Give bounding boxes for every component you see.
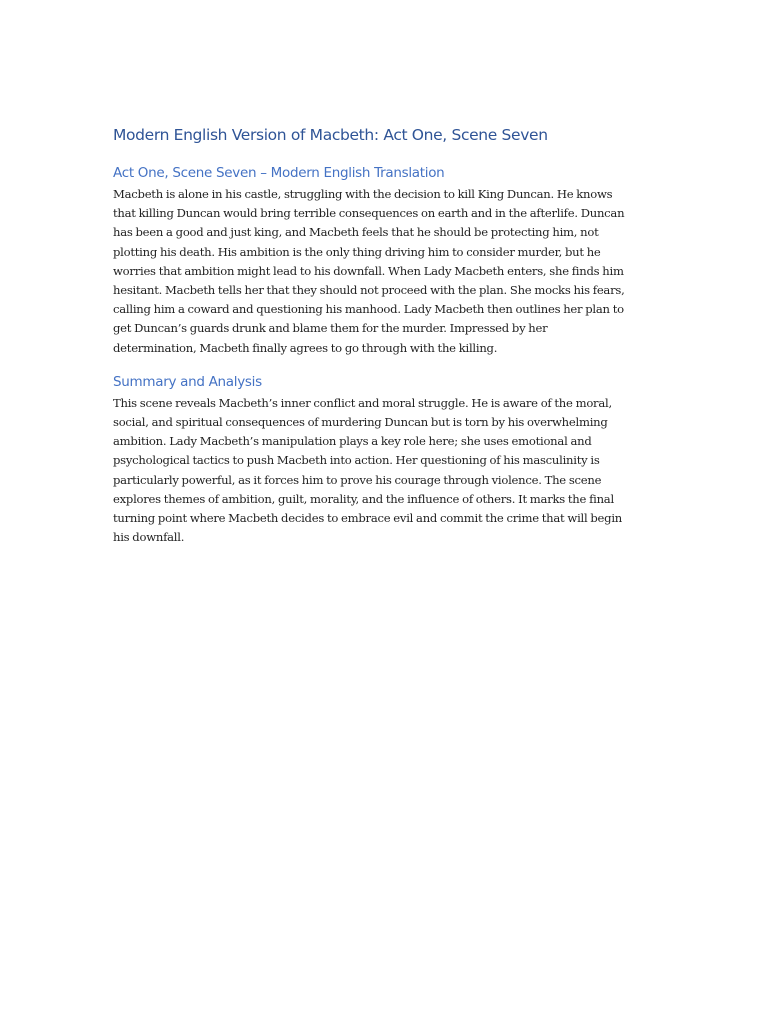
document-content	[113, 124, 653, 561]
section-heading: Act One, Scene Seven – Modern English Translation	[113, 165, 445, 181]
text-line: This scene reveals Macbeth’s inner conflict and moral struggle. He is aware of the moral,	[113, 395, 612, 410]
section-paragraph	[113, 185, 653, 358]
text-line: his downfall.	[113, 530, 185, 545]
document-title: Modern English Version of Macbeth: Act One, Scene Seven	[113, 126, 548, 144]
text-line: worries that ambition might lead to his downfall. When Lady Macbeth enters, she finds him	[113, 263, 624, 278]
text-line: get Duncan’s guards drunk and blame them for the murder. Impressed by her	[113, 321, 548, 336]
section-summary-and-analysis	[113, 372, 653, 548]
text-line: determination, Macbeth finally agrees to go through with the killing.	[113, 340, 498, 355]
text-line: turning point where Macbeth decides to embrace evil and commit the crime that will begin	[113, 511, 623, 526]
section-heading: Summary and Analysis	[113, 373, 262, 390]
text-line: social, and spiritual consequences of murdering Duncan but is torn by his overwhelming	[113, 415, 608, 430]
text-line: calling him a coward and questioning his manhood. Lady Macbeth then outlines her plan to	[113, 302, 624, 317]
text-line: Macbeth is alone in his castle, struggling with the decision to kill King Duncan. He knows	[113, 187, 613, 201]
text-line: psychological tactics to push Macbeth into action. Her questioning of his masculinity is	[113, 453, 600, 468]
text-line: that killing Duncan would bring terrible consequences on earth and in the afterlife. Duncan	[113, 206, 625, 221]
text-line: hesitant. Macbeth tells her that they should not proceed with the plan. She mocks his fears,	[113, 283, 625, 298]
section-modern-english-translation	[113, 163, 653, 358]
section-paragraph	[113, 394, 653, 548]
text-line: ambition. Lady Macbeth’s manipulation plays a key role here; she uses emotional and	[113, 434, 592, 449]
text-line: particularly powerful, as it forces him to prove his courage through violence. The scene	[113, 472, 602, 487]
text-line: has been a good and just king, and Macbeth feels that he should be protecting him, not	[113, 225, 599, 240]
text-line: plotting his death. His ambition is the only thing driving him to consider murder, but he	[113, 244, 601, 259]
text-line: explores themes of ambition, guilt, morality, and the influence of others. It marks the final	[113, 491, 614, 506]
